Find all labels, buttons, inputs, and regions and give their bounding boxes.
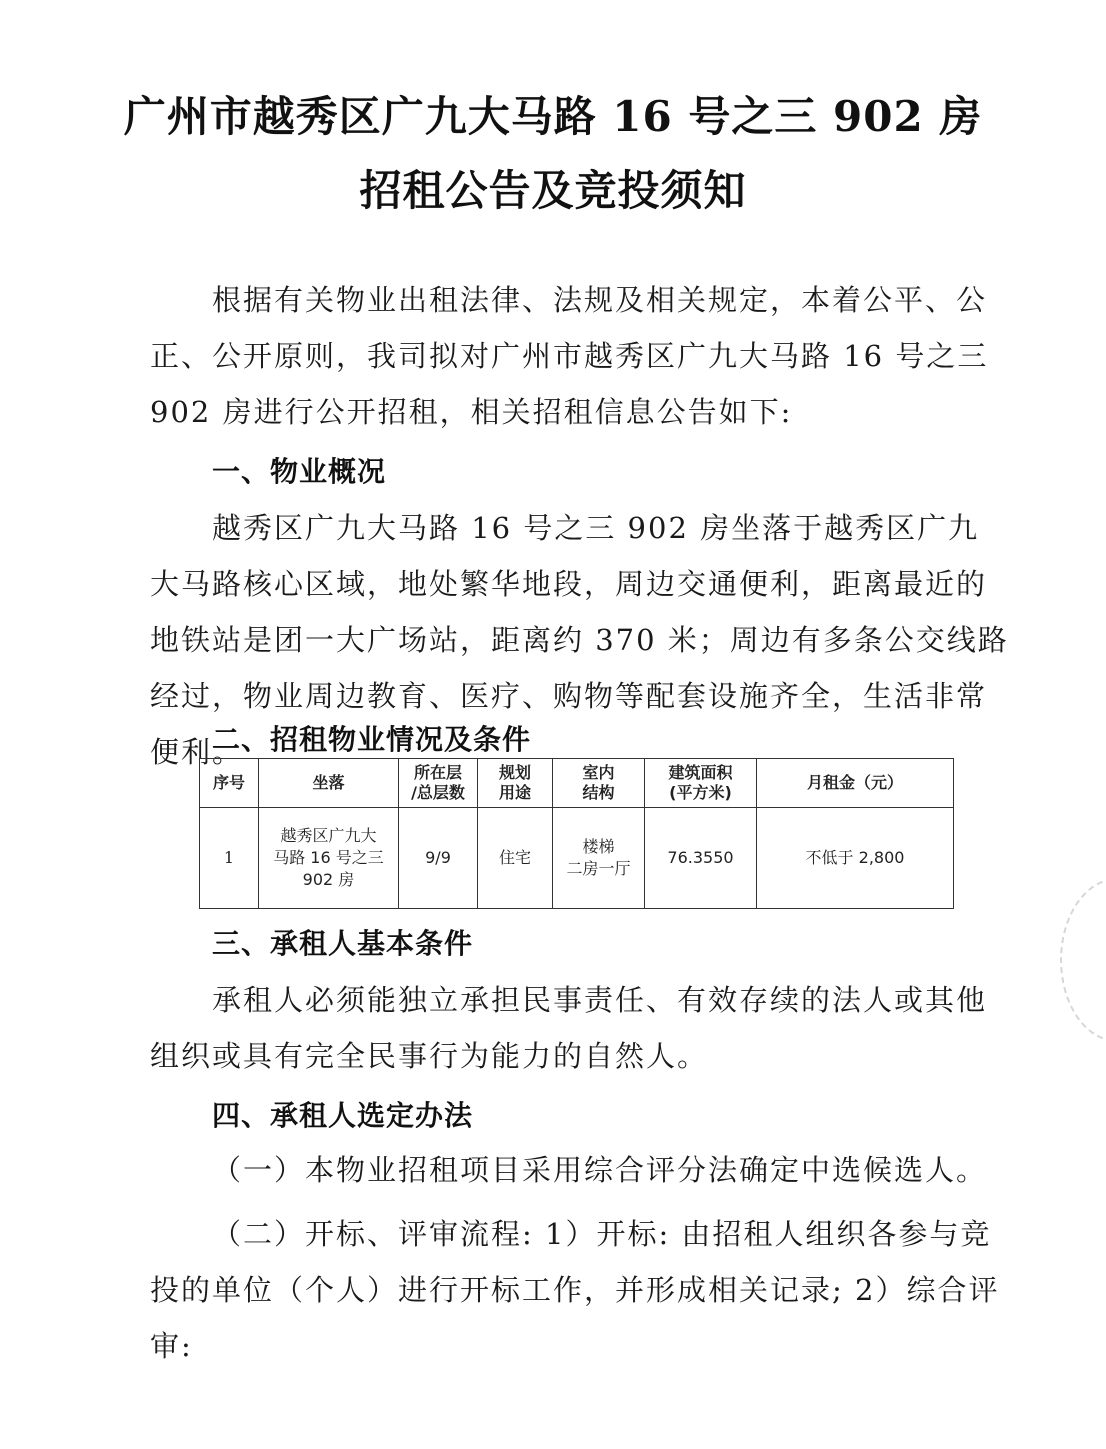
table-cell: 9/9 <box>399 808 478 909</box>
intro-paragraph: 根据有关物业出租法律、法规及相关规定，本着公平、公正、公开原则，我司拟对广州市越秀区广九大马路 16 号之三 902 房进行公开招租，相关招租信息公告如下: <box>150 283 989 429</box>
header-cell: 规划 用途 <box>478 759 553 808</box>
header-cell: 序号 <box>200 759 259 808</box>
table-cell: 楼梯 二房一厅 <box>553 808 645 909</box>
table-cell: 76.3550 <box>645 808 757 909</box>
seal-stamp <box>1060 878 1106 1042</box>
section-3-heading: 三、承租人基本条件 <box>212 927 474 960</box>
header-cell: 月租金（元） <box>757 759 954 808</box>
table-header-row <box>200 759 954 808</box>
section-1-heading: 一、物业概况 <box>212 455 387 488</box>
header-cell: 建筑面积 (平方米) <box>645 759 757 808</box>
section-4-heading: 四、承租人选定办法 <box>212 1099 474 1132</box>
document-title-line-1: 广州市越秀区广九大马路 16 号之三 902 房 <box>123 92 983 141</box>
table-cell: 越秀区广九大 马路 16 号之三 902 房 <box>259 808 399 909</box>
section-4-item-1: （一）本物业招租项目采用综合评分法确定中选候选人。 <box>212 1153 988 1187</box>
header-cell: 坐落 <box>259 759 399 808</box>
table-cell: 住宅 <box>478 808 553 909</box>
document-title-line-2: 招租公告及竞投须知 <box>359 166 747 215</box>
section-4-item-2: （二）开标、评审流程: 1）开标: 由招租人组织各参与竞投的单位（个人）进行开标工作，并形成相关记录; 2）综合评审: <box>150 1217 1000 1363</box>
section-3-body: 承租人必须能独立承担民事责任、有效存续的法人或其他组织或具有完全民事行为能力的自然人。 <box>150 983 988 1073</box>
header-cell: 所在层 /总层数 <box>399 759 478 808</box>
section-2-heading: 二、招租物业情况及条件 <box>212 723 532 756</box>
table-row <box>200 808 954 909</box>
property-table <box>199 758 954 909</box>
table-cell: 1 <box>200 808 259 909</box>
table-cell: 不低于 2,800 <box>757 808 954 909</box>
header-cell: 室内 结构 <box>553 759 645 808</box>
section-1-body: 越秀区广九大马路 16 号之三 902 房坐落于越秀区广九大马路核心区域，地处繁华地段，周边交通便利，距离最近的地铁站是团一大广场站，距离约 370 米；周边有多条公交线路经过，物业周边教育、医疗、购物等配套设施齐全，生活非常便利。 <box>150 511 1009 769</box>
